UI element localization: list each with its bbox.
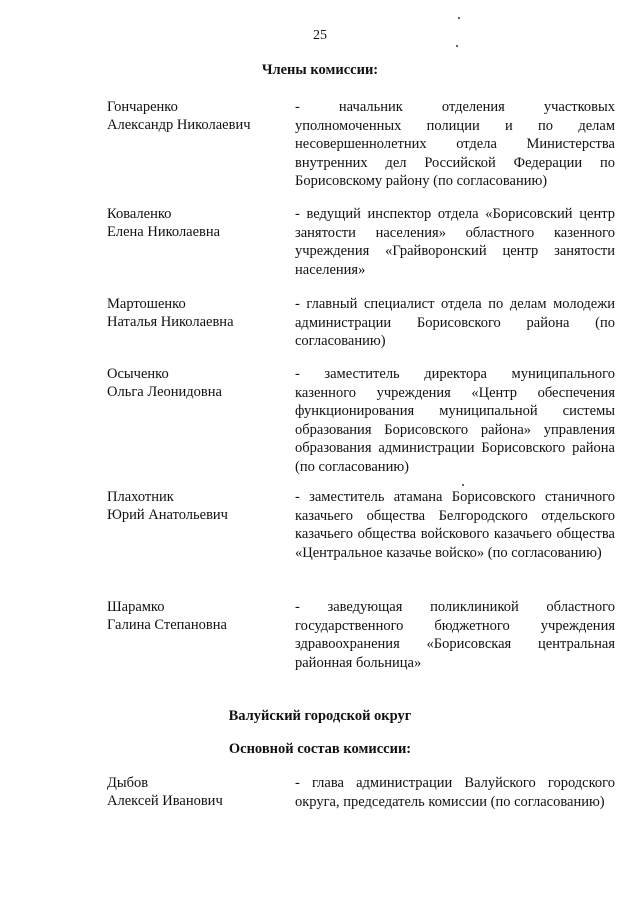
member-given-name: Ольга Леонидовна <box>107 384 222 400</box>
member-position: - заместитель атамана Борисовского станичного казачьего общества Белгородского отдельского казачьего общества войскового казачьего общества «Центральное казачье войско» (по согласованию) <box>295 489 615 561</box>
member-given-name: Алексей Иванович <box>107 793 223 809</box>
member-position: - главный специалист отдела по делам молодежи администрации Борисовского района (по согласованию) <box>295 296 615 349</box>
member-position: - начальник отделения участковых уполномоченных полиции и по делам несовершеннолетних отдела Министерства внутренних дел Российской Федерации по Борисовскому району (по согласованию) <box>295 99 615 189</box>
scan-speck <box>458 17 460 19</box>
member-name <box>107 295 282 331</box>
member-surname: Мартошенко <box>107 296 186 312</box>
member-surname: Дыбов <box>107 775 149 791</box>
member-given-name: Галина Степановна <box>107 617 227 633</box>
member-surname: Коваленко <box>107 206 172 222</box>
scan-speck <box>456 45 458 47</box>
member-surname: Плахотник <box>107 489 174 505</box>
section-title-main: Основной состав комиссии: <box>228 741 412 757</box>
member-surname: Осыченко <box>107 366 169 382</box>
member-position: - глава администрации Валуйского городского округа, председатель комиссии (по согласованию) <box>295 775 615 810</box>
member-name <box>107 774 282 810</box>
member-position: - заместитель директора муниципального казенного учреждения «Центр обеспечения функционирования муниципальной системы образования Борисовского района» управления образования администрации Борисовского района (по согласованию) <box>295 366 615 475</box>
member-position: - заведующая поликлиникой областного государственного бюджетного учреждения здравоохранения «Борисовская центральная районная больница» <box>295 599 615 671</box>
member-name <box>107 598 282 634</box>
member-given-name: Елена Николаевна <box>107 224 221 240</box>
member-name <box>107 365 282 401</box>
scan-speck <box>462 484 464 486</box>
member-name <box>107 98 282 134</box>
member-name <box>107 488 282 524</box>
section-title-members: Члены комиссии: <box>261 62 379 78</box>
page-number: 25 <box>313 28 327 43</box>
member-given-name: Юрий Анатольевич <box>107 507 228 523</box>
member-surname: Шарамко <box>107 599 165 615</box>
member-given-name: Александр Николаевич <box>107 117 251 133</box>
member-surname: Гончаренко <box>107 99 178 115</box>
member-position: - ведущий инспектор отдела «Борисовский центр занятости населения» областного казенного учреждения «Грайворонский центр занятости населения» <box>295 206 615 278</box>
member-name <box>107 205 282 241</box>
district-title: Валуйский городской округ <box>228 708 412 724</box>
member-given-name: Наталья Николаевна <box>107 314 234 330</box>
